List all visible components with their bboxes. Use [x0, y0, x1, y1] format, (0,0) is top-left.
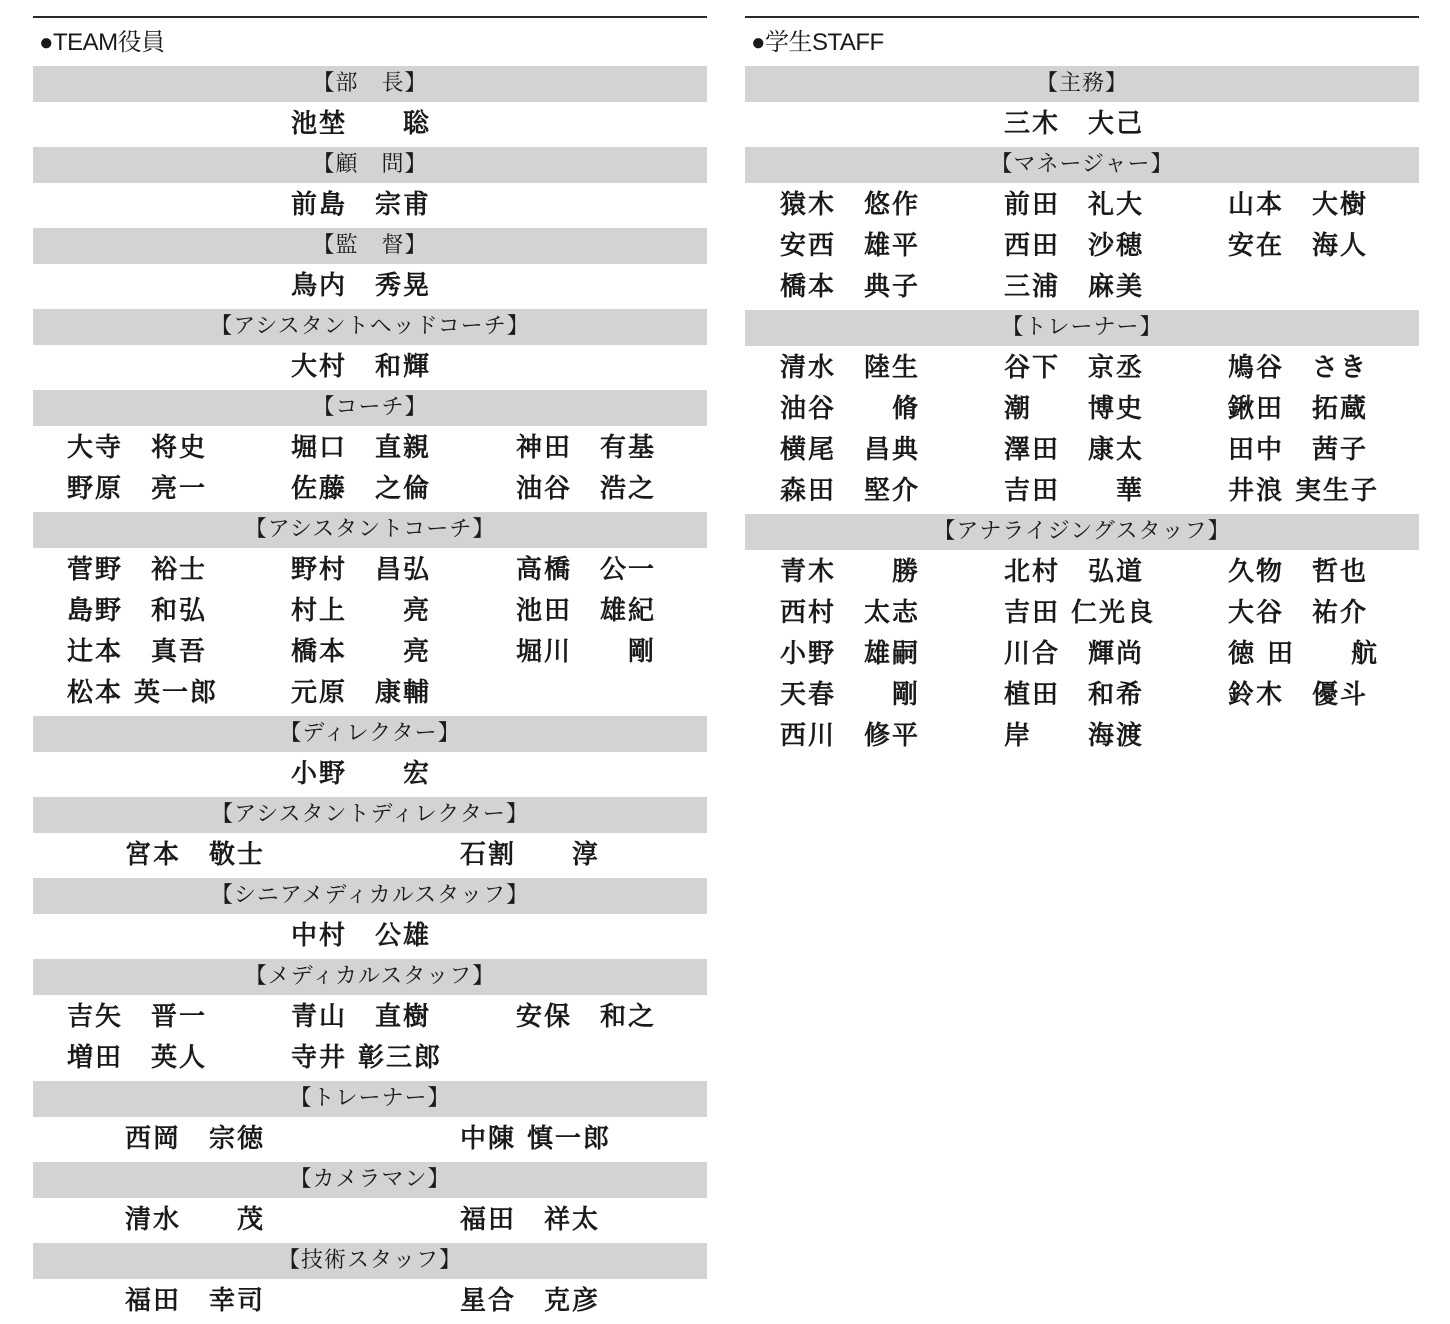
section-body-asst-director	[33, 833, 707, 878]
staff-name: 高橋 公一	[516, 555, 657, 585]
staff-name: 吉田 華	[1004, 476, 1145, 506]
section-body-bucho	[33, 102, 707, 147]
section-header-student-trainer: 【トレーナー】	[745, 310, 1419, 346]
staff-name: 池田 雄紀	[516, 596, 657, 626]
staff-name: 松本 英一郎	[67, 678, 219, 708]
staff-name: 安西 雄平	[780, 231, 921, 261]
staff-name: 辻本 真吾	[67, 637, 208, 667]
section-header-cameraman: 【カメラマン】	[33, 1162, 707, 1198]
staff-name: 川合 輝尚	[1004, 639, 1145, 669]
section-header-manager: 【マネージャー】	[745, 147, 1419, 183]
staff-name: 久物 哲也	[1228, 557, 1369, 587]
staff-name: 清水 陸生	[780, 353, 921, 383]
staff-name: 北村 弘道	[1004, 557, 1145, 587]
staff-name: 星合 克彦	[460, 1286, 601, 1316]
section-body-director	[33, 752, 707, 797]
section-body-cameraman	[33, 1198, 707, 1243]
section-header-senior-medical: 【シニアメディカルスタッフ】	[33, 878, 707, 914]
staff-name: 横尾 昌典	[780, 435, 921, 465]
staff-name: 大寺 将史	[67, 433, 208, 463]
staff-name: 天春 剛	[780, 680, 921, 710]
staff-name: 中陳 慎一郎	[460, 1124, 612, 1154]
section-header-tech: 【技術スタッフ】	[33, 1243, 707, 1279]
section-header-coach: 【コーチ】	[33, 390, 707, 426]
staff-name: 青木 勝	[780, 557, 921, 587]
staff-name: 堀川 剛	[516, 637, 657, 667]
staff-name: 島野 和弘	[67, 596, 208, 626]
staff-name: 福田 幸司	[125, 1286, 266, 1316]
staff-name: 安在 海人	[1228, 231, 1369, 261]
staff-name: 田中 茜子	[1228, 435, 1369, 465]
staff-name: 大村 和輝	[291, 352, 432, 382]
student-staff-column	[745, 16, 1419, 759]
team-heading: ●TEAM役員	[39, 29, 165, 56]
staff-name: 三木 大己	[1004, 109, 1145, 139]
section-body-komon	[33, 183, 707, 228]
staff-name: 寺井 彰三郎	[291, 1043, 443, 1073]
staff-name: 中村 公雄	[291, 921, 432, 951]
staff-name: 鳥内 秀晃	[291, 271, 432, 301]
staff-name: 堀口 直親	[291, 433, 432, 463]
staff-name: 植田 和希	[1004, 680, 1145, 710]
section-body-student-trainer	[745, 346, 1419, 514]
staff-name: 油谷 脩	[780, 394, 921, 424]
staff-name: 油谷 浩之	[516, 474, 657, 504]
staff-name: 前田 礼大	[1004, 190, 1145, 220]
staff-name: 西田 沙穂	[1004, 231, 1145, 261]
section-body-asst-coach	[33, 548, 707, 716]
staff-name: 小野 宏	[291, 759, 432, 789]
staff-name: 石割 淳	[460, 840, 601, 870]
section-header-shumu: 【主務】	[745, 66, 1419, 102]
staff-name: 小野 雄嗣	[780, 639, 921, 669]
section-header-bucho: 【部 長】	[33, 66, 707, 102]
section-body-coach	[33, 426, 707, 512]
staff-name: 安保 和之	[516, 1002, 657, 1032]
staff-name: 徳 田 航	[1228, 639, 1380, 669]
staff-name: 鳩谷 さき	[1228, 353, 1369, 383]
section-body-tech	[33, 1279, 707, 1324]
staff-name: 鍬田 拓蔵	[1228, 394, 1369, 424]
section-body-trainer	[33, 1117, 707, 1162]
staff-name: 西岡 宗徳	[125, 1124, 266, 1154]
section-header-kantoku: 【監 督】	[33, 228, 707, 264]
staff-name: 鈴木 優斗	[1228, 680, 1369, 710]
section-body-shumu	[745, 102, 1419, 147]
student-heading: ●学生STAFF	[751, 29, 884, 56]
staff-name: 谷下 京丞	[1004, 353, 1145, 383]
section-body-medical	[33, 995, 707, 1081]
section-body-manager	[745, 183, 1419, 310]
staff-name: 青山 直樹	[291, 1002, 432, 1032]
staff-name: 元原 康輔	[291, 678, 432, 708]
team-officers-column	[33, 16, 707, 1324]
section-header-asst-director: 【アシスタントディレクター】	[33, 797, 707, 833]
section-header-director: 【ディレクター】	[33, 716, 707, 752]
staff-name: 澤田 康太	[1004, 435, 1145, 465]
section-body-analyzing	[745, 550, 1419, 759]
staff-name: 三浦 麻美	[1004, 272, 1145, 302]
staff-name: 潮 博史	[1004, 394, 1145, 424]
staff-name: 吉田 仁光良	[1004, 598, 1156, 628]
section-header-asst-coach: 【アシスタントコーチ】	[33, 512, 707, 548]
staff-name: 福田 祥太	[460, 1205, 601, 1235]
staff-name: 井浪 実生子	[1228, 476, 1380, 506]
staff-name: 佐藤 之倫	[291, 474, 432, 504]
section-header-trainer: 【トレーナー】	[33, 1081, 707, 1117]
staff-name: 西川 修平	[780, 721, 921, 751]
staff-name: 池埜 聡	[291, 109, 432, 139]
section-header-komon: 【顧 問】	[33, 147, 707, 183]
staff-name: 森田 堅介	[780, 476, 921, 506]
section-body-senior-medical	[33, 914, 707, 959]
staff-name: 岸 海渡	[1004, 721, 1145, 751]
staff-name: 野村 昌弘	[291, 555, 432, 585]
section-body-ahc	[33, 345, 707, 390]
staff-name: 神田 有基	[516, 433, 657, 463]
staff-name: 猿木 悠作	[780, 190, 921, 220]
staff-name: 大谷 祐介	[1228, 598, 1369, 628]
staff-name: 吉矢 晋一	[67, 1002, 208, 1032]
staff-name: 菅野 裕士	[67, 555, 208, 585]
section-body-kantoku	[33, 264, 707, 309]
staff-name: 宮本 敬士	[125, 840, 266, 870]
staff-name: 村上 亮	[291, 596, 432, 626]
staff-name: 野原 亮一	[67, 474, 208, 504]
staff-name: 橋本 典子	[780, 272, 921, 302]
staff-name: 増田 英人	[67, 1043, 208, 1073]
section-header-medical: 【メディカルスタッフ】	[33, 959, 707, 995]
section-header-ahc: 【アシスタントヘッドコーチ】	[33, 309, 707, 345]
staff-name: 西村 太志	[780, 598, 921, 628]
staff-name: 清水 茂	[125, 1205, 266, 1235]
staff-name: 山本 大樹	[1228, 190, 1369, 220]
staff-name: 前島 宗甫	[291, 190, 432, 220]
staff-name: 橋本 亮	[291, 637, 432, 667]
section-header-analyzing: 【アナライジングスタッフ】	[745, 514, 1419, 550]
